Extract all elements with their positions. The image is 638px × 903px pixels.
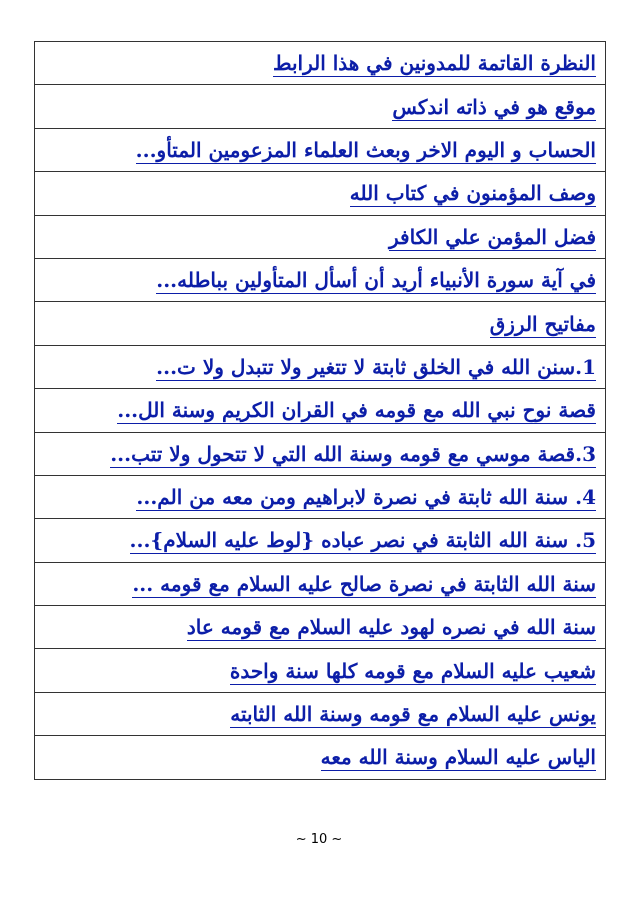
toc-cell — [35, 172, 606, 215]
toc-link[interactable]: فضل المؤمن علي الكافر — [388, 224, 596, 249]
toc-link[interactable]: يونس عليه السلام مع قومه وسنة الله الثابته — [230, 702, 596, 727]
toc-row — [35, 692, 606, 735]
toc-link[interactable]: في آية سورة الأنبياء أريد أن أسأل المتأولين بباطله... — [156, 268, 596, 293]
toc-row — [35, 649, 606, 692]
toc-link[interactable]: وصف المؤمنون في كتاب الله — [349, 181, 596, 206]
toc-row — [35, 128, 606, 171]
toc-row — [35, 42, 606, 85]
toc-link[interactable]: 3.قصة موسي مع قومه وسنة الله التي لا تتحول ولا تتب... — [110, 441, 596, 466]
page-number: ~ 10 ~ — [295, 832, 343, 847]
toc-link[interactable]: الحساب و اليوم الاخر وبعث العلماء المزعومين المتأو... — [135, 137, 596, 162]
toc-cell — [35, 519, 606, 562]
toc-cell — [35, 215, 606, 258]
toc-row — [35, 215, 606, 258]
toc-row — [35, 562, 606, 605]
toc-cell — [35, 649, 606, 692]
toc-row — [35, 519, 606, 562]
toc-link[interactable]: 5. سنة الله الثابتة في نصر عباده {لوط عليه السلام}... — [129, 528, 596, 553]
toc-row — [35, 85, 606, 128]
toc-link[interactable]: النظرة القاتمة للمدونين في هذا الرابط — [272, 51, 596, 76]
toc-row — [35, 475, 606, 518]
toc-link[interactable]: مفاتيح الرزق — [489, 311, 596, 336]
toc-cell — [35, 345, 606, 388]
toc-table — [34, 41, 606, 780]
toc-cell — [35, 258, 606, 301]
toc-link[interactable]: 4. سنة الله ثابتة في نصرة لابراهيم ومن معه من الم... — [136, 485, 596, 510]
toc-row — [35, 389, 606, 432]
toc-row — [35, 432, 606, 475]
toc-row — [35, 606, 606, 649]
toc-cell — [35, 42, 606, 85]
toc-link[interactable]: شعيب عليه السلام مع قومه كلها سنة واحدة — [229, 658, 596, 683]
toc-link[interactable]: الياس عليه السلام وسنة الله معه — [320, 745, 596, 770]
toc-cell — [35, 475, 606, 518]
toc-row — [35, 172, 606, 215]
toc-cell — [35, 128, 606, 171]
toc-cell — [35, 692, 606, 735]
toc-row — [35, 302, 606, 345]
toc-cell — [35, 562, 606, 605]
toc-cell — [35, 302, 606, 345]
toc-link[interactable]: قصة نوح نبي الله مع قومه في القران الكريم وسنة الل... — [117, 398, 596, 423]
toc-link[interactable]: موقع هو في ذاته اندكس — [392, 94, 596, 119]
toc-row — [35, 345, 606, 388]
toc-cell — [35, 389, 606, 432]
toc-link[interactable]: سنة الله في نصره لهود عليه السلام مع قومه عاد — [186, 615, 596, 640]
toc-cell — [35, 432, 606, 475]
toc-cell — [35, 85, 606, 128]
toc-cell — [35, 606, 606, 649]
toc-row — [35, 258, 606, 301]
toc-link[interactable]: سنة الله الثابتة في نصرة صالح عليه السلام مع قومه ... — [132, 571, 596, 596]
toc-link[interactable]: 1.سنن الله في الخلق ثابتة لا تتغير ولا تتبدل ولا ت... — [156, 354, 596, 379]
toc-row — [35, 736, 606, 779]
toc-cell — [35, 736, 606, 779]
